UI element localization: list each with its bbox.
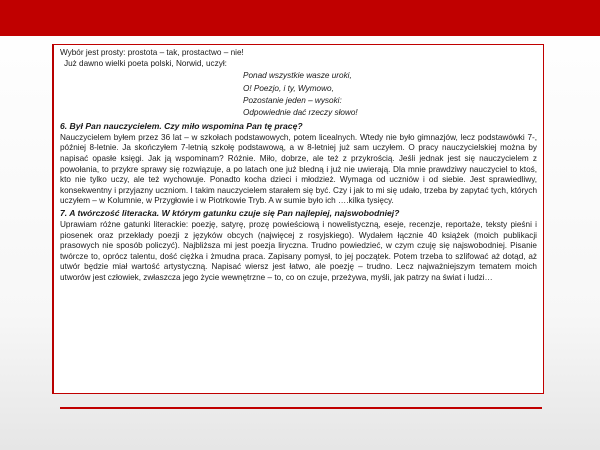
header-bar [0,0,600,36]
poem-line-3: Pozostanie jeden – wysoki: [243,96,342,105]
text-box [52,44,544,394]
intro-line-2: Już dawno wielki poeta polski, Norwid, uczył: [64,58,227,68]
poem-line-1: Ponad wszystkie wasze uroki, [243,71,352,81]
poem-quote [60,70,537,120]
question-7: 7. A twórczość literacka. W którym gatunku czuje się Pan najlepiej, najswobodniej? [60,207,400,218]
bottom-divider [60,407,542,409]
question-6: 6. Był Pan nauczycielem. Czy miło wspomina Pan tę pracę? [60,120,303,131]
intro-line-1: Wybór jest prosty: prostota – tak, prostactwo – nie! [60,48,244,57]
answer-6: Nauczycielem byłem przez 36 lat – w szkołach podstawowych, potem licealnych. Wtedy nie było gimnazjów, lecz podstawówki 7-, później 8-letnie. Ja skończyłem 7-letnią szkołę podstawową, a w 8-letniej już sam uczyłem. O pracy nauczycielskiej można by napisać opasłe księgi. Jak ją wspominam? Różnie. Miło, dobrze, ale też z przykrością. Jeśli jednak jest się nauczycielem z powołania, to przykre sprawy się rozwiązuje, a po latach one już bledną i już nie uwierają. Dla mnie prawdziwy nauczyciel to ktoś, kto nie tylko uczy, ale też wychowuje. Ponadto kocha dzieci i młodzież. Wymaga od uczniów i od siebie. Jest sprawiedliwy, konsekwentny i przyjazny uczniom. I takim nauczycielem starałem się być. Czy i jak to mi się udało, trzeba by zapytać tych, których uczyłem – w Kolumnie, w Przygłowie i w Piotrkowie Tryb. A w sumie było ich ….kilka tysięcy. [60,132,537,206]
poem-line-4: Odpowiednie dać rzeczy słowo! [243,108,358,118]
poem-line-2: O! Poezjo, i ty, Wymowo, [243,83,334,93]
answer-7: Uprawiam różne gatunki literackie: poezję, satyrę, prozę powieściową i nowelistyczną, eseje, recenzje, reportaże, teksty pieśni i piosenek oraz przekłady poezji z języków obcych (najwięcej z rosyjskiego). Wydałem łącznie 40 książek (moich publikacji prasowych nie sposób policzyć). Najbliższa mi jest poezja liryczna. Trudno powiedzieć, w czym czuję się najswobodniej. Pisanie twórcze to, oprócz talentu, dość ciężka i żmudna praca. Zapisany pomysł, to jej początek. Potem trzeba to szlifować aż dotąd, aż utwór będzie miał wartość artystyczną. Napisać wiersz jest łatwo, ale poezję – trudno. Lecz najważniejszym tematem moich utworów jest człowiek, zwłaszcza jego życie wewnętrzne – to, co on czuje, przeżywa, myśli, jak patrzy na świat i ludzi… [60,219,537,282]
